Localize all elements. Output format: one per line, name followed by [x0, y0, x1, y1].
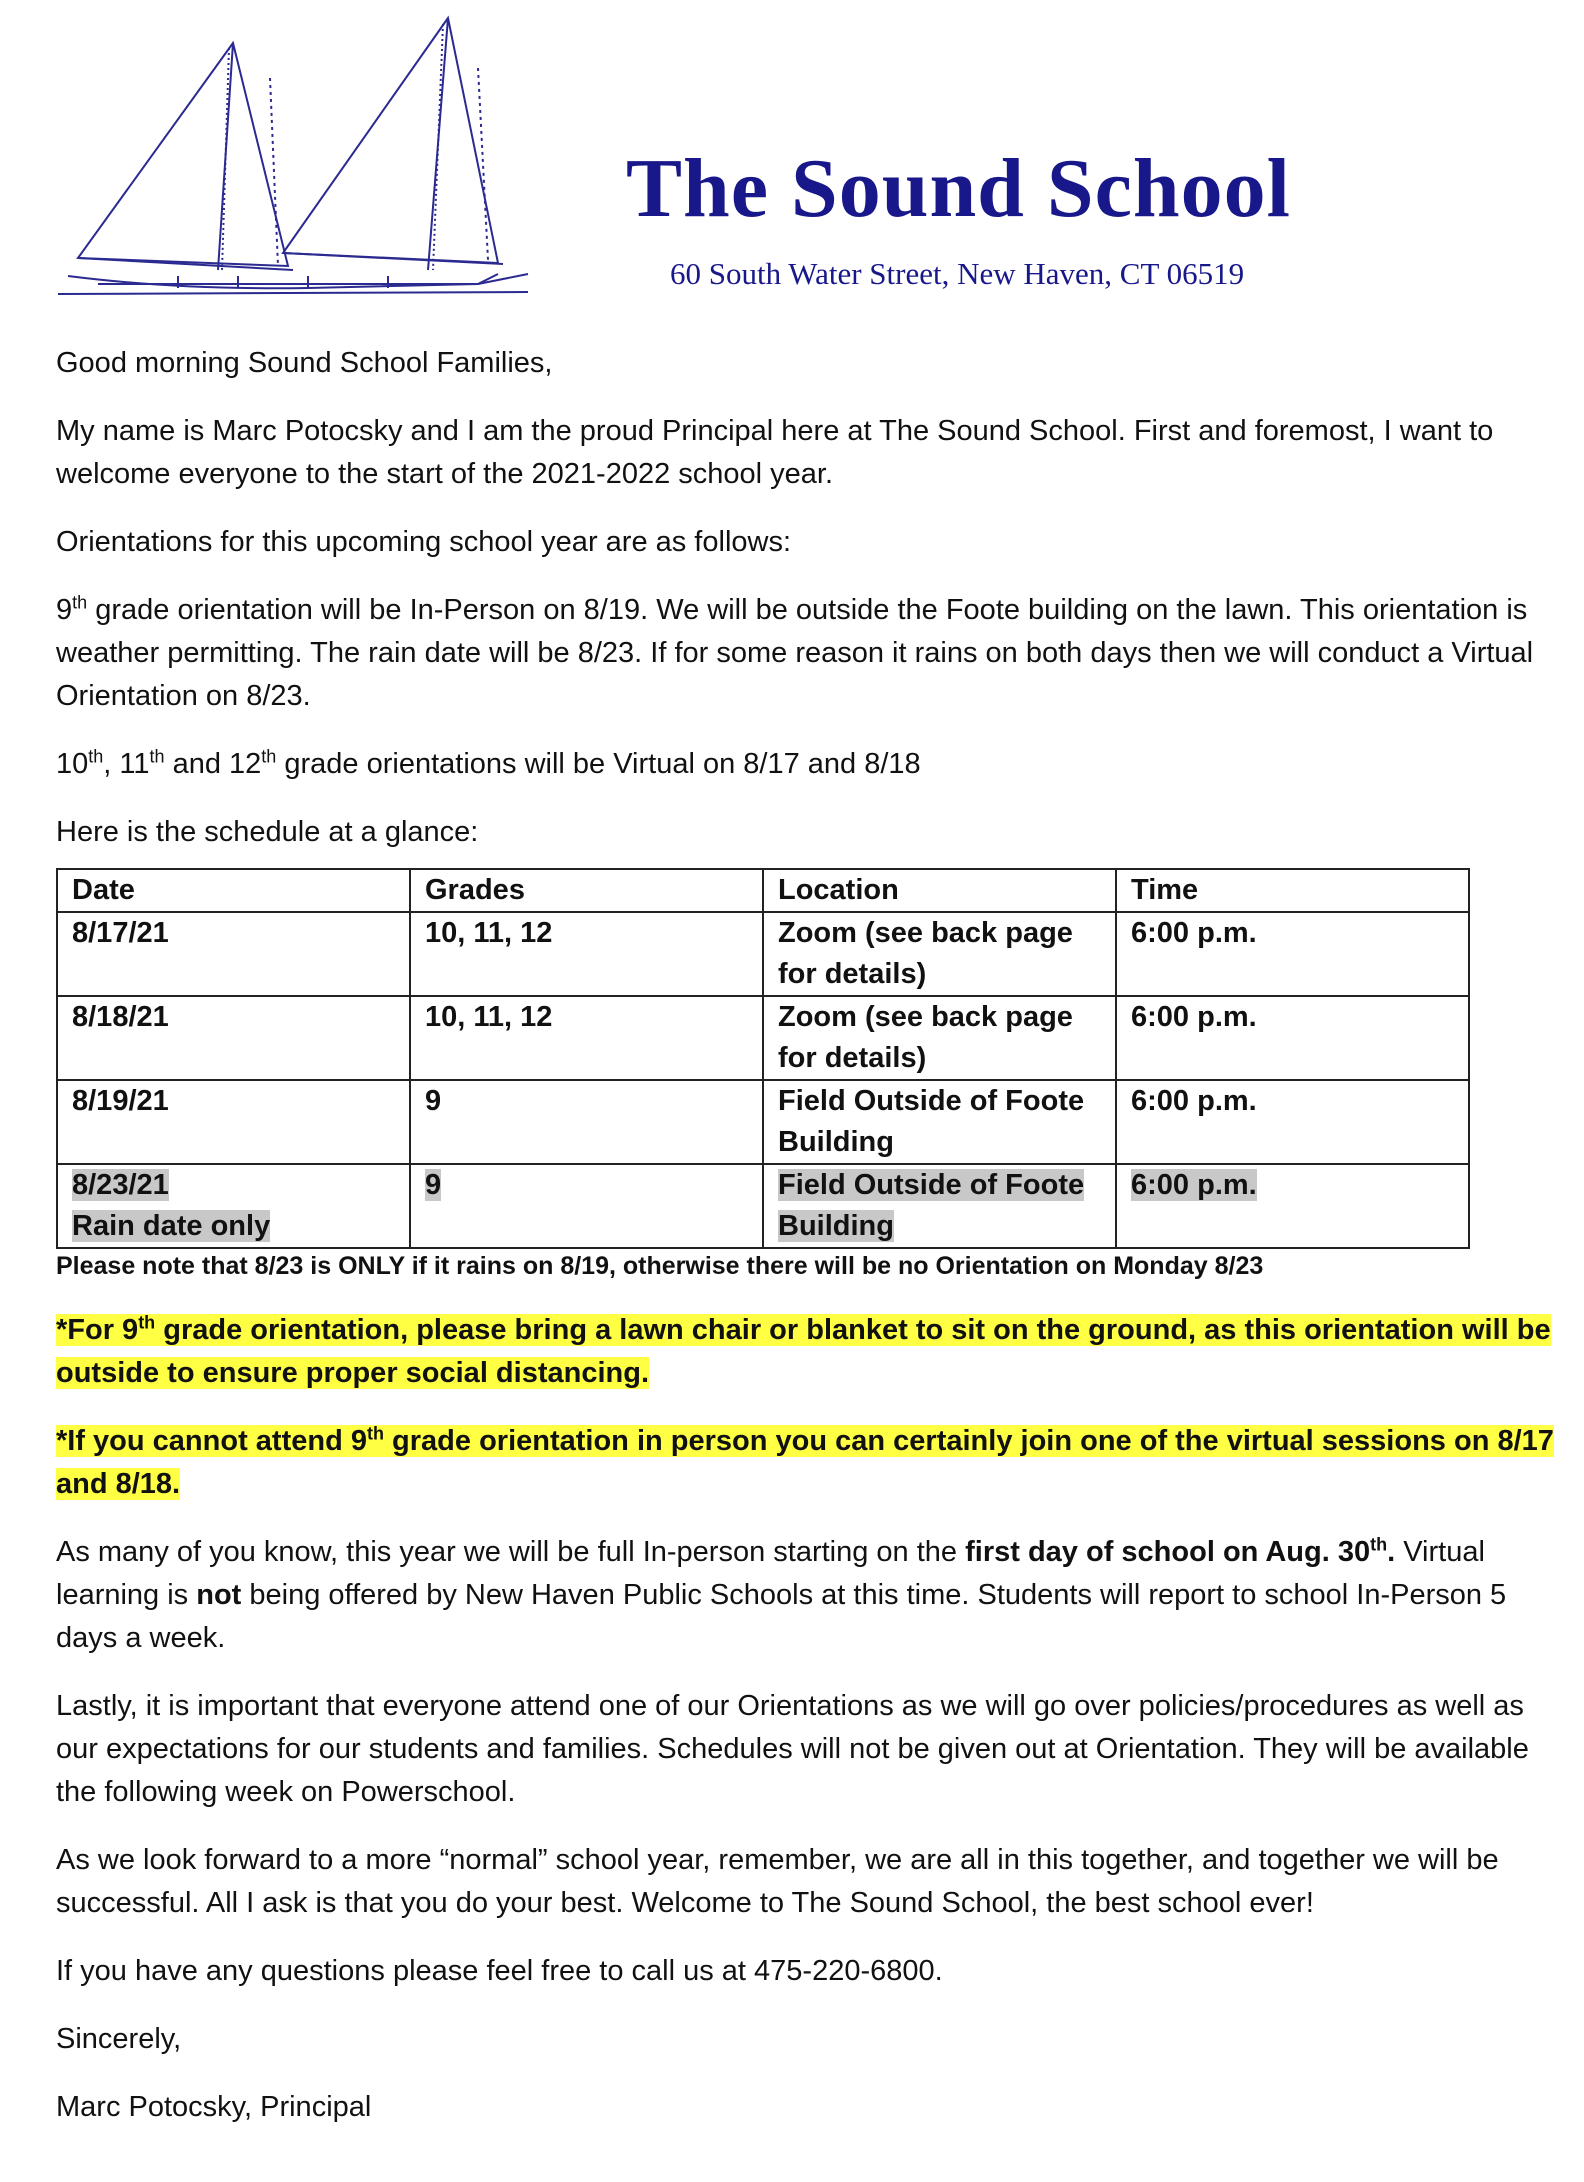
- cell-time: 6:00 p.m.: [1116, 1080, 1469, 1164]
- cell-grades: 9: [410, 1080, 763, 1164]
- intro-paragraph: My name is Marc Potocsky and I am the proud Principal here at The Sound School. First and foremost, I want to welcome everyone to the start of the 2021-2022 school year.: [56, 415, 1494, 490]
- forward-paragraph: As we look forward to a more “normal” school year, remember, we are all in this together, and together we will be successful. All I ask is that you do your best. Welcome to The Sound School, the best school ever!: [56, 1844, 1499, 1919]
- in-person-paragraph: As many of you know, this year we will be full In-person starting on the first day of school on Aug. 30th. Virtual learning is not being offered by New Haven Public Schools at this time. Students will report to school In-Person 5 days a week.: [56, 1534, 1507, 1654]
- school-name: The Sound School: [626, 142, 1291, 235]
- questions-paragraph: If you have any questions please feel free to call us at 475-220-6800.: [56, 1955, 943, 1987]
- cell-location: Field Outside of Foote Building: [763, 1164, 1116, 1248]
- cell-date: 8/17/21: [57, 912, 410, 996]
- table-row: [57, 1080, 1469, 1164]
- cell-time: 6:00 p.m.: [1116, 996, 1469, 1080]
- cell-location: Zoom (see back page for details): [763, 912, 1116, 996]
- greeting: Good morning Sound School Families,: [56, 347, 553, 379]
- schedule-table: [56, 868, 1470, 1249]
- sailboat-logo-icon: [58, 8, 538, 308]
- orientations-intro: Orientations for this upcoming school year are as follows:: [56, 526, 792, 558]
- cell-grades: 10, 11, 12: [410, 996, 763, 1080]
- table-note: Please note that 8/23 is ONLY if it rains on 8/19, otherwise there will be no Orientation on Monday 8/23: [56, 1252, 1264, 1280]
- cell-time: 6:00 p.m.: [1116, 912, 1469, 996]
- ninth-grade-paragraph: 9th grade orientation will be In-Person on 8/19. We will be outside the Foote building on the lawn. This orientation is weather permitting. The rain date will be 8/23. If for some reason it rains on both days then we will conduct a Virtual Orientation on 8/23.: [56, 592, 1534, 712]
- cell-location: Zoom (see back page for details): [763, 996, 1116, 1080]
- upper-grades-paragraph: 10th, 11th and 12th grade orientations will be Virtual on 8/17 and 8/18: [56, 746, 921, 780]
- cell-location: Field Outside of Foote Building: [763, 1080, 1116, 1164]
- header-grades: Grades: [410, 869, 763, 912]
- closing: Sincerely,: [56, 2023, 182, 2055]
- table-header-row: [57, 869, 1469, 912]
- schedule-intro: Here is the schedule at a glance:: [56, 816, 479, 848]
- header-location: Location: [763, 869, 1116, 912]
- cell-grades: 10, 11, 12: [410, 912, 763, 996]
- school-address: 60 South Water Street, New Haven, CT 06519: [670, 256, 1245, 291]
- header-date: Date: [57, 869, 410, 912]
- signature: Marc Potocsky, Principal: [56, 2091, 372, 2123]
- lastly-paragraph: Lastly, it is important that everyone attend one of our Orientations as we will go over policies/procedures as well as our expectations for our students and families. Schedules will not be given out at Orientation. They will be available the following week on Powerschool.: [56, 1690, 1529, 1808]
- table-row: [57, 996, 1469, 1080]
- cell-date: 8/19/21: [57, 1080, 410, 1164]
- cell-time: 6:00 p.m.: [1116, 1164, 1469, 1248]
- table-row: [57, 912, 1469, 996]
- cell-date: 8/18/21: [57, 996, 410, 1080]
- header-time: Time: [1116, 869, 1469, 912]
- table-row-rain-date: [57, 1164, 1469, 1248]
- cell-date: 8/23/21 Rain date only: [57, 1164, 410, 1248]
- letter-body: [56, 342, 1556, 2154]
- highlight-note-lawn-chair: *For 9th grade orientation, please bring a lawn chair or blanket to sit on the ground, as this orientation will be outside to ensure proper social distancing.: [56, 1312, 1551, 1389]
- cell-grades: 9: [410, 1164, 763, 1248]
- highlight-note-virtual: *If you cannot attend 9th grade orientation in person you can certainly join one of the virtual sessions on 8/17 and 8/18.: [56, 1423, 1554, 1500]
